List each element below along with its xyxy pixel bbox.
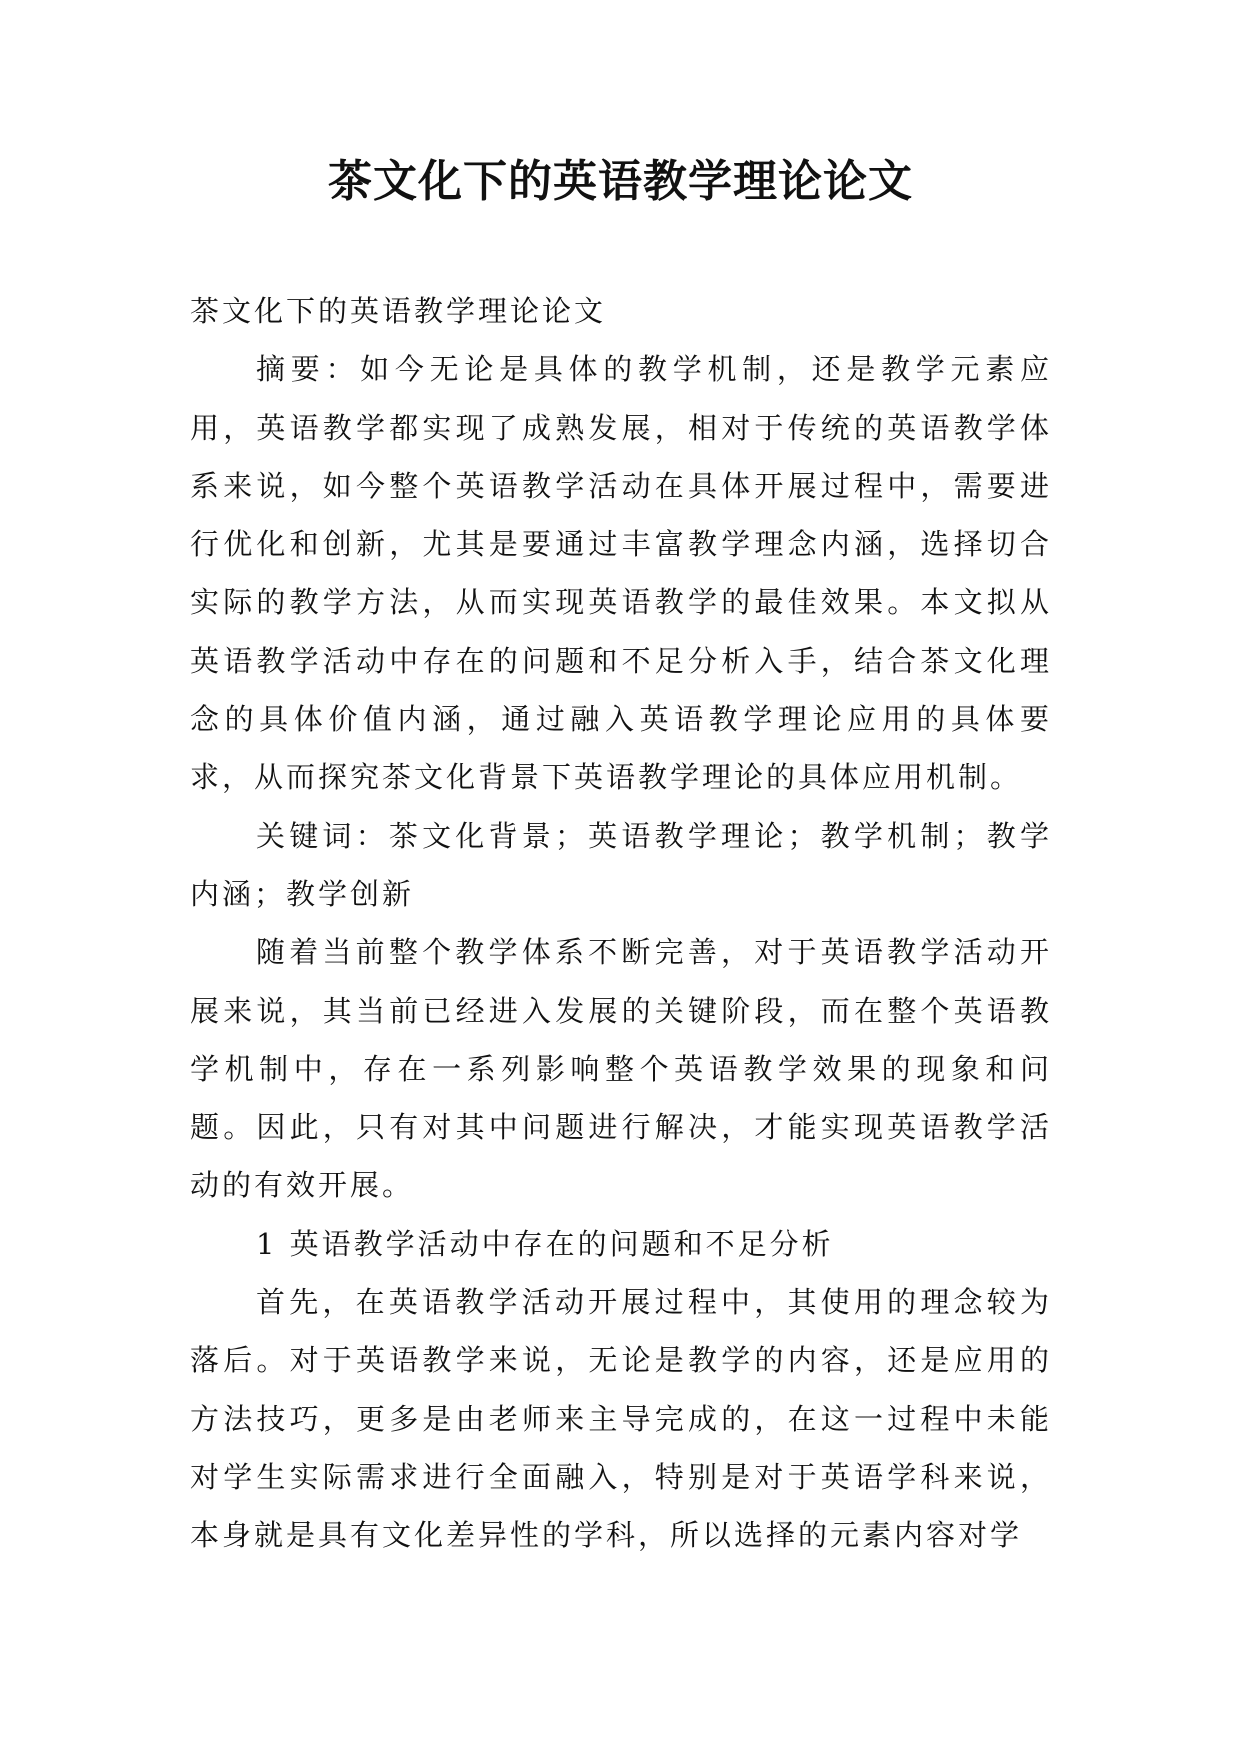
- paragraph-intro: 随着当前整个教学体系不断完善，对于英语教学活动开展来说，其当前已经进入发展的关键阶段，而在整个英语教学机制中，存在一系列影响整个英语教学效果的现象和问题。因此，只有对其中问题进行解决，才能实现英语教学活动的有效开展。: [190, 935, 1052, 1203]
- paragraph-section-1: 首先，在英语教学活动开展过程中，其使用的理念较为落后。对于英语教学来说，无论是教学的内容，还是应用的方法技巧，更多是由老师来主导完成的，在这一过程中未能对学生实际需求进行全面融入，特别是对于英语学科来说，本身就是具有文化差异性的学科，所以选择的元素内容对学: [190, 1285, 1052, 1553]
- document-title: 茶文化下的英语教学理论论文: [328, 156, 913, 207]
- paragraph-keywords: 关键词：茶文化背景；英语教学理论；教学机制；教学内涵；教学创新: [190, 818, 1052, 911]
- section-heading: 1 英语教学活动中存在的问题和不足分析: [256, 1226, 834, 1261]
- paragraph-heading: 茶文化下的英语教学理论论文: [190, 294, 607, 328]
- paragraph-abstract: 摘要：如今无论是具体的教学机制，还是教学元素应用，英语教学都实现了成熟发展，相对于传统的英语教学体系来说，如今整个英语教学活动在具体开展过程中，需要进行优化和创新，尤其是要通过丰富教学理念内涵，选择切合实际的教学方法，从而实现英语教学的最佳效果。本文拟从英语教学活动中存在的问题和不足分析入手，结合茶文化理念的具体价值内涵，通过融入英语教学理论应用的具体要求，从而探究茶文化背景下英语教学理论的具体应用机制。: [190, 352, 1052, 795]
- document-body: [190, 282, 1052, 1565]
